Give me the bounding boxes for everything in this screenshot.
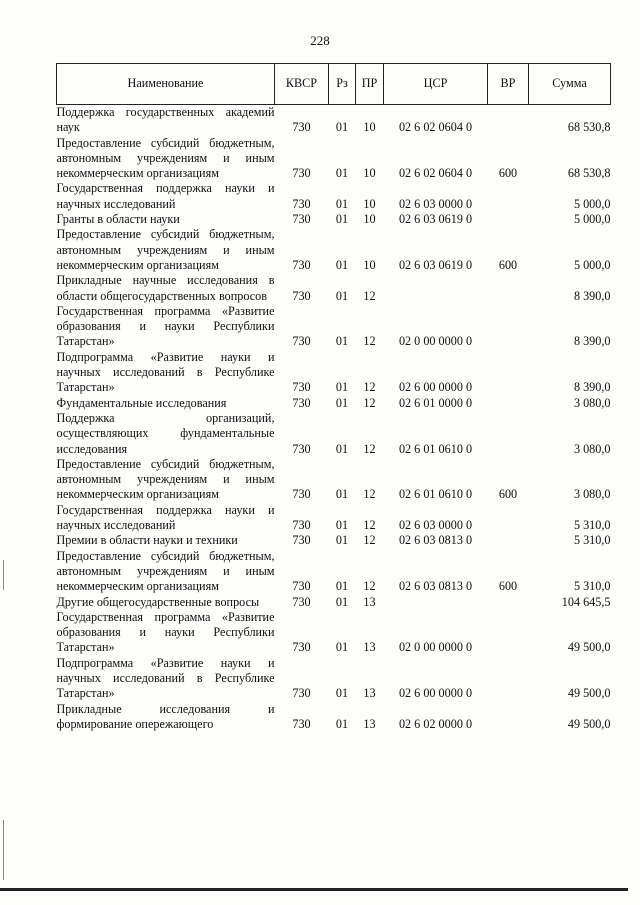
row-pr-cell: 12 (363, 518, 376, 533)
row-pr-cell: 13 (363, 640, 376, 655)
row-vr-cell (488, 411, 529, 457)
row-name-cell: Подпрограмма «Развитие науки и научных исследований в Республике Татарстан» (56, 655, 275, 701)
row-rz-cell: 01 (335, 120, 349, 135)
row-pr-cell: 13 (363, 716, 376, 731)
row-sum-cell: 3 080,0 (573, 395, 611, 410)
row-pr-cell: 13 (363, 686, 376, 701)
table-row (57, 181, 611, 212)
row-vr-cell (488, 656, 529, 702)
row-name-cell: Поддержка государственных академий наук (56, 105, 275, 135)
row-pr-cell: 12 (363, 533, 376, 548)
row-csr-cell (384, 273, 488, 304)
row-sum-cell: 8 390,0 (573, 334, 611, 349)
row-kvsr-cell: 730 (292, 257, 311, 272)
row-sum-cell: 49 500,0 (567, 640, 611, 655)
row-name-cell: Государственная поддержка науки и научных исследований (56, 181, 275, 211)
row-sum-cell: 49 500,0 (567, 716, 611, 731)
row-name-cell: Фундаментальные исследования (56, 395, 227, 410)
row-rz-cell: 01 (335, 686, 349, 701)
table-row (57, 273, 611, 304)
table-row (57, 212, 611, 227)
row-kvsr-cell: 730 (292, 196, 311, 211)
row-csr-cell: 02 6 00 0000 0 (398, 686, 473, 701)
row-vr-cell (488, 212, 529, 227)
row-sum-cell: 49 500,0 (567, 686, 611, 701)
row-sum-cell: 68 530,8 (567, 120, 611, 135)
table-row (57, 503, 611, 534)
row-rz-cell: 01 (335, 257, 349, 272)
row-kvsr-cell: 730 (292, 334, 311, 349)
row-csr-cell: 02 6 01 0000 0 (398, 395, 473, 410)
budget-table (56, 63, 611, 732)
scan-edge-mark (3, 560, 4, 590)
row-rz-cell: 01 (335, 380, 349, 395)
row-csr-cell: 02 6 03 0619 0 (398, 212, 473, 227)
row-rz-cell: 01 (335, 288, 349, 303)
row-rz-cell: 01 (335, 594, 349, 609)
column-header-rz: Рз (329, 64, 356, 105)
row-kvsr-cell: 730 (292, 380, 311, 395)
table-row (57, 350, 611, 396)
row-vr-cell (488, 181, 529, 212)
row-vr-cell: 600 (498, 579, 518, 594)
table-row (57, 656, 611, 702)
row-vr-cell (488, 702, 529, 733)
table-row (57, 457, 611, 503)
column-header-name: Наименование (57, 64, 275, 105)
row-rz-cell: 01 (335, 716, 349, 731)
row-kvsr-cell: 730 (292, 212, 311, 227)
row-sum-cell: 5 310,0 (573, 518, 611, 533)
row-rz-cell: 01 (335, 212, 349, 227)
row-sum-cell: 68 530,8 (567, 166, 611, 181)
row-rz-cell: 01 (335, 533, 349, 548)
row-csr-cell: 02 0 00 0000 0 (398, 334, 473, 349)
row-csr-cell: 02 6 00 0000 0 (398, 380, 473, 395)
row-kvsr-cell: 730 (292, 716, 311, 731)
table-row (57, 610, 611, 656)
page-bottom-rule (0, 888, 628, 891)
row-csr-cell: 02 6 02 0604 0 (398, 120, 473, 135)
row-csr-cell: 02 6 01 0610 0 (398, 441, 473, 456)
table-row (57, 227, 611, 273)
column-header-kvsr: КВСР (275, 64, 329, 105)
row-vr-cell (488, 304, 529, 350)
row-rz-cell: 01 (335, 579, 349, 594)
row-name-cell: Предоставление субсидий бюджетным, автономным учреждениям и иным некоммерческим организациям (56, 548, 275, 594)
row-vr-cell: 600 (498, 257, 518, 272)
row-csr-cell: 02 6 03 0813 0 (398, 533, 473, 548)
row-rz-cell: 01 (335, 518, 349, 533)
table-body (57, 105, 611, 733)
row-csr-cell: 02 6 03 0619 0 (398, 257, 473, 272)
row-csr-cell: 02 6 03 0813 0 (398, 579, 473, 594)
row-pr-cell: 12 (363, 487, 376, 502)
row-sum-cell: 104 645,5 (561, 594, 611, 609)
row-pr-cell: 12 (363, 380, 376, 395)
column-header-sum: Сумма (529, 64, 611, 105)
row-kvsr-cell: 730 (292, 518, 311, 533)
row-rz-cell: 01 (335, 196, 349, 211)
row-name-cell: Прикладные научные исследования в области общегосударственных вопросов (56, 273, 275, 303)
row-name-cell: Государственная программа «Развитие образования и науки Республики Татарстан» (56, 303, 275, 349)
row-name-cell: Премии в области науки и техники (56, 533, 238, 548)
row-pr-cell: 10 (363, 120, 376, 135)
row-vr-cell (488, 503, 529, 534)
row-kvsr-cell: 730 (292, 120, 311, 135)
row-vr-cell (488, 595, 529, 610)
row-kvsr-cell: 730 (292, 166, 311, 181)
row-vr-cell (488, 533, 529, 548)
row-name-cell: Предоставление субсидий бюджетным, автономным учреждениям и иным некоммерческим организациям (56, 227, 275, 272)
row-kvsr-cell: 730 (292, 288, 311, 303)
row-kvsr-cell: 730 (292, 640, 311, 655)
row-rz-cell: 01 (335, 334, 349, 349)
row-name-cell: Предоставление субсидий бюджетным, автономным учреждениям и иным некоммерческим организациям (56, 135, 275, 181)
row-kvsr-cell: 730 (292, 441, 311, 456)
row-sum-cell: 8 390,0 (573, 380, 611, 395)
row-vr-cell (488, 396, 529, 411)
row-sum-cell: 3 080,0 (573, 441, 611, 456)
table-header-row (57, 64, 611, 105)
row-name-cell: Поддержка организаций, осуществляющих фундаментальные исследования (56, 410, 275, 456)
row-name-cell: Другие общегосударственные вопросы (56, 594, 260, 609)
row-pr-cell: 10 (363, 196, 376, 211)
row-name-cell: Предоставление субсидий бюджетным, автономным учреждениям и иным некоммерческим организациям (56, 456, 275, 502)
row-name-cell: Подпрограмма «Развитие науки и научных исследований в Республике Татарстан» (56, 349, 275, 395)
row-kvsr-cell: 730 (292, 594, 311, 609)
row-rz-cell: 01 (335, 441, 349, 456)
row-kvsr-cell: 730 (292, 533, 311, 548)
column-header-csr: ЦСР (384, 64, 488, 105)
row-csr-cell: 02 6 02 0604 0 (398, 166, 473, 181)
row-name-cell: Гранты в области науки (56, 212, 180, 227)
row-pr-cell: 10 (363, 257, 376, 272)
table-row (57, 549, 611, 595)
row-kvsr-cell: 730 (292, 579, 311, 594)
row-pr-cell: 10 (363, 212, 376, 227)
row-csr-cell: 02 0 00 0000 0 (398, 640, 473, 655)
row-csr-cell: 02 6 03 0000 0 (398, 518, 473, 533)
page-number: 228 (310, 33, 330, 48)
row-kvsr-cell: 730 (292, 686, 311, 701)
row-sum-cell: 8 390,0 (573, 288, 611, 303)
row-rz-cell: 01 (335, 166, 349, 181)
row-vr-cell (488, 105, 529, 136)
row-sum-cell: 3 080,0 (573, 487, 611, 502)
row-kvsr-cell: 730 (292, 487, 311, 502)
row-pr-cell: 12 (363, 334, 376, 349)
row-csr-cell: 02 6 01 0610 0 (398, 487, 473, 502)
row-vr-cell (488, 350, 529, 396)
row-sum-cell: 5 000,0 (573, 212, 611, 227)
row-pr-cell: 12 (363, 579, 376, 594)
row-vr-cell: 600 (498, 487, 518, 502)
row-pr-cell: 12 (363, 288, 376, 303)
row-name-cell: Государственная программа «Развитие образования и науки Республики Татарстан» (56, 609, 275, 655)
scan-edge-mark (3, 820, 4, 880)
row-vr-cell (488, 610, 529, 656)
row-vr-cell: 600 (498, 166, 518, 181)
row-vr-cell (488, 273, 529, 304)
row-name-cell: Прикладные исследования и формирование опережающего (56, 701, 275, 731)
table-row (57, 396, 611, 411)
row-pr-cell: 13 (363, 594, 376, 609)
row-name-cell: Государственная поддержка науки и научных исследований (56, 502, 275, 533)
table-row (57, 304, 611, 350)
row-rz-cell: 01 (335, 640, 349, 655)
row-pr-cell: 12 (363, 395, 376, 410)
row-csr-cell: 02 6 02 0000 0 (398, 716, 473, 731)
row-pr-cell: 10 (363, 166, 376, 181)
table-row (57, 105, 611, 136)
column-header-vr: ВР (488, 64, 529, 105)
row-rz-cell: 01 (335, 487, 349, 502)
table-row (57, 702, 611, 733)
row-kvsr-cell: 730 (292, 395, 311, 410)
row-csr-cell: 02 6 03 0000 0 (398, 196, 473, 211)
table-row (57, 533, 611, 548)
column-header-pr: ПР (356, 64, 384, 105)
row-sum-cell: 5 310,0 (573, 533, 611, 548)
row-csr-cell (384, 595, 488, 610)
table-row (57, 411, 611, 457)
table-row (57, 595, 611, 610)
row-sum-cell: 5 310,0 (573, 579, 611, 594)
row-pr-cell: 12 (363, 441, 376, 456)
row-sum-cell: 5 000,0 (573, 196, 611, 211)
table-row (57, 136, 611, 182)
row-sum-cell: 5 000,0 (573, 257, 611, 272)
row-rz-cell: 01 (335, 395, 349, 410)
